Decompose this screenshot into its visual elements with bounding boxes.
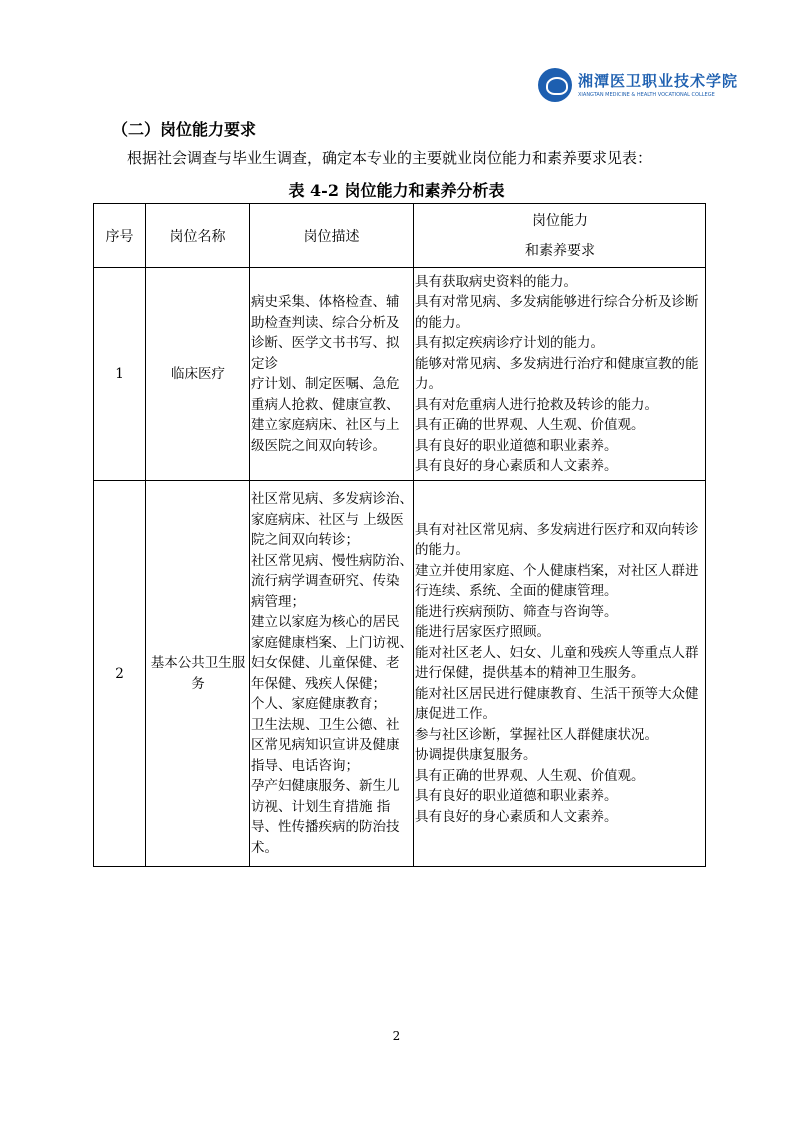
cell-no: 1	[94, 268, 146, 481]
cell-desc	[250, 268, 414, 481]
cell-name	[146, 481, 250, 867]
ability-table	[93, 203, 706, 867]
cell-name-line: 临床医疗	[171, 365, 225, 382]
college-emblem-icon	[538, 68, 572, 102]
cell-req-line: 能对社区老人、妇女、儿童和残疾人等重点人群	[415, 644, 699, 661]
cell-req-line: 具有良好的身心素质和人文素养。	[415, 808, 618, 825]
cell-req-line: 建立并使用家庭、个人健康档案，对社区人群进	[415, 562, 699, 579]
cell-desc-line: 术。	[251, 839, 278, 856]
table-header-row	[94, 204, 706, 268]
cell-desc-line: 流行病学调查研究、传染	[251, 573, 400, 589]
table-row	[94, 268, 706, 481]
cell-req-line: 能进行居家医疗照顾。	[415, 624, 550, 641]
cell-desc-line: 卫生法规、卫生公德、社	[251, 716, 400, 733]
cell-req-line: 的能力。	[415, 314, 469, 331]
cell-name-line: 务	[191, 675, 205, 692]
cell-desc-line: 导、性传播疾病的防治技	[251, 819, 400, 835]
cell-req-line: 的能力。	[415, 542, 469, 559]
cell-req-line: 能进行疾病预防、筛查与咨询等。	[415, 603, 618, 620]
cell-req-line: 能对社区居民进行健康教育、生活干预等大众健	[415, 685, 699, 702]
cell-req-line: 进行保健，提供基本的精神卫生服务。	[415, 665, 645, 682]
intro-paragraph: 根据社会调查与毕业生调查，确定本专业的主要就业岗位能力和素养要求见表：	[127, 149, 653, 167]
cell-req-line: 具有拟定疾病诊疗计划的能力。	[415, 335, 604, 351]
cell-req-line: 具有对社区常见病、多发病进行医疗和双向转诊	[415, 521, 699, 538]
logo-text-cn: 湘潭医卫职业技术学院	[578, 72, 739, 90]
logo-text-en: XIANGTAN MEDICINE & HEALTH VOCATIONAL COLLEGE	[578, 92, 715, 98]
cell-desc-line: 院之间双向转诊；	[251, 532, 359, 548]
header-no: 序号	[94, 204, 146, 268]
cell-req-line: 协调提供康复服务。	[415, 747, 537, 764]
cell-desc-line: 孕产妇健康服务、新生儿	[251, 778, 400, 794]
cell-req-line: 具有获取病史资料的能力。	[415, 273, 577, 290]
cell-req-line: 行连续、系统、全面的健康管理。	[415, 583, 618, 600]
header-req	[414, 204, 706, 268]
cell-desc-line: 建立家庭病床、社区与上	[251, 417, 400, 433]
cell-desc-line: 建立以家庭为核心的居民	[251, 614, 400, 630]
cell-req-line: 具有良好的职业道德和职业素养。	[415, 788, 618, 805]
cell-desc-line: 家庭健康档案、上门访视、	[251, 634, 413, 651]
header-req-line: 岗位能力	[532, 212, 588, 229]
cell-desc-line: 妇女保健、儿童保健、老	[251, 655, 400, 671]
cell-req-line: 能够对常见病、多发病进行治疗和健康宣教的能	[415, 355, 699, 372]
cell-desc-line: 重病人抢救、健康宣教、	[251, 396, 400, 413]
cell-name-line: 基本公共卫生服	[150, 655, 246, 671]
cell-req-line: 具有正确的世界观、人生观、价值观。	[415, 417, 645, 433]
cell-req	[414, 268, 706, 481]
cell-desc-line: 助检查判读、综合分析及	[251, 314, 400, 331]
header-desc: 岗位描述	[250, 204, 414, 268]
cell-desc-line: 区常见病知识宣讲及健康	[251, 737, 400, 753]
cell-req-line: 具有对常见病、多发病能够进行综合分析及诊断	[415, 294, 699, 310]
cell-name	[146, 268, 250, 481]
cell-req-line: 力。	[415, 376, 442, 392]
table-caption: 表 4-2 岗位能力和素养分析表	[288, 181, 505, 200]
cell-req-line: 具有良好的身心素质和人文素养。	[415, 458, 618, 474]
cell-req-line: 具有良好的职业道德和职业素养。	[415, 437, 618, 454]
cell-desc-line: 家庭病床、社区与 上级医	[251, 511, 404, 528]
cell-desc-line: 个人、家庭健康教育；	[251, 696, 386, 712]
cell-desc	[250, 481, 414, 867]
cell-desc-line: 访视、计划生育措施 指	[251, 798, 391, 815]
cell-desc-line: 疗计划、制定医嘱、急危	[251, 376, 400, 392]
cell-req-line: 康促进工作。	[415, 706, 496, 723]
college-logo	[538, 68, 739, 104]
header-name: 岗位名称	[146, 204, 250, 268]
header-req-line: 和素养要求	[525, 242, 595, 259]
section-title: （二）岗位能力要求	[112, 120, 257, 139]
cell-desc-line: 指导、电话咨询；	[251, 757, 359, 774]
page-number: 2	[392, 1029, 401, 1043]
cell-desc-line: 病史采集、体格检查、辅	[251, 294, 400, 310]
cell-req-line: 具有对危重病人进行抢救及转诊的能力。	[415, 396, 658, 413]
cell-desc-line: 定诊	[251, 355, 278, 372]
cell-req	[414, 481, 706, 867]
cell-req-line: 参与社区诊断，掌握社区人群健康状况。	[415, 726, 658, 743]
cell-desc-line: 社区常见病、多发病诊治、	[251, 491, 413, 507]
cell-desc-line: 级医院之间双向转诊。	[251, 437, 386, 454]
cell-desc-line: 诊断、医学文书书写、拟	[251, 335, 400, 351]
cell-desc-line: 病管理；	[251, 593, 305, 610]
cell-no: 2	[94, 481, 146, 867]
cell-desc-line: 年保健、残疾人保健；	[251, 675, 386, 692]
cell-desc-line: 社区常见病、慢性病防治、	[251, 552, 413, 569]
table-row	[94, 481, 706, 867]
cell-req-line: 具有正确的世界观、人生观、价值观。	[415, 767, 645, 784]
